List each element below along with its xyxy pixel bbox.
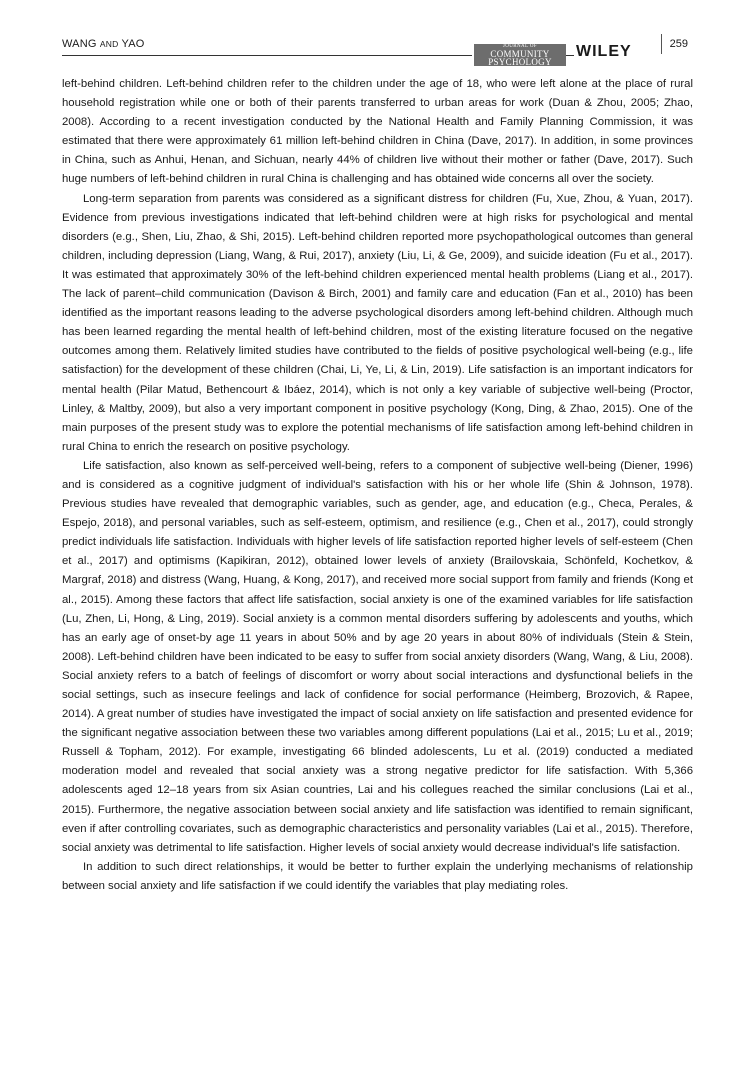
running-head-and: AND xyxy=(99,39,119,49)
article-body xyxy=(62,75,693,896)
paragraph-2: Long-term separation from parents was considered as a significant distress for children (Fu, Xue, Zhou, & Yuan, 2017). Evidence from previous investigations indicated that left-behind children were at high risks for psychological and mental disorders (e.g., Shen, Liu, Zhao, & Shi, 2015). Left-behind children reported more psychopathological outcomes than general children, including depression (Liang, Wang, & Rui, 2017), anxiety (Liu, Li, & Ge, 2009), and suicide ideation (Fu et al., 2017). It was estimated that approximately 30% of the left-behind children experienced mental health problems (Liang et al., 2017). The lack of parent–child communication (Davison & Birch, 2001) and family care and education (Fan et al., 2010) has been identified as the important reasons leading to the adverse psychological disorders among left-behind children. Although much has been learned regarding the mental health of left-behind children, most of the existing literature focused on the negative outcomes among them. Relatively limited studies have contributed to the fields of positive psychological well-being (e.g., life satisfaction) for the development of these children (Chai, Li, Ye, Li, & Lin, 2019). Life satisfaction is an important indicators for mental health (Pilar Matud, Bethencourt & Ibáez, 2014), which is not only a key variable of subjective well-being (Proctor, Linley, & Maltby, 2009), but also a very important component in positive psychology (Kong, Ding, & Zhao, 2015). One of the main purposes of the present study was to explore the potential mechanisms of life satisfaction among left-behind children in rural China to enrich the research on positive psychology. xyxy=(62,192,693,453)
journal-logo-line2: COMMUNITY xyxy=(490,49,550,59)
paragraph-3: Life satisfaction, also known as self-perceived well-being, refers to a component of subjective well-being (Diener, 1996) and is considered as a cognitive judgment of individual's satisfaction with his or her whole life (Shin & Johnson, 1978). Previous studies have revealed that demographic variables, such as gender, age, and education (e.g., Checa, Perales, & Espejo, 2018), and personal variables, such as self-esteem, optimism, and resilience (e.g., Chen et al., 2017), could strongly predict individuals life satisfaction. Individuals with higher levels of life satisfaction reported higher levels of self-esteem (Chen et al., 2017) and optimisms (Kapikiran, 2012), obtained lower levels of anxiety (Brailovskaia, Schönfeld, Kochetkov, & Margraf, 2018) and distress (Wang, Huang, & Kong, 2017), and received more social support from family and friends (Kong et al., 2015). Among these factors that affect life satisfaction, social anxiety is one of the examined variables for life satisfaction (Lu, Zhen, Li, Hong, & Ling, 2019). Social anxiety is a common mental disorders suffering by adolescents and youths, which has an early age of onset-by age 11 years in about 50% and by age 20 years in about 80% of individuals (Stein & Stein, 2008). Left-behind children have been indicated to be easy to suffer from social anxiety disorders (Wang, Wang, & Liu, 2008). Social anxiety refers to a batch of feelings of discomfort or worry about social interactions and dysfunctional beliefs in the social settings, such as insecure feelings and lack of confidence for social performance (Heimberg, Brozovich, & Rapee, 2014). A great number of studies have investigated the impact of social anxiety on life satisfaction and presented evidence for the significant negative association between these two variables among different populations (Lai et al., 2015; Lu et al., 2019; Russell & Topham, 2012). For example, investigating 66 blinded adolescents, Lu et al. (2019) conducted a mediated moderation model and revealed that social anxiety was a strong negative predictor for life satisfaction. With 5,366 adolescents aged 12–18 years from six Asian countries, Lai and his collegues reached the similar conclusions (Lai et al., 2015). Furthermore, the negative association between social anxiety and life satisfaction was identified to remain significant, even if after controlling covariates, such as demographic characteristics and personality variables (Lai et al., 2015). Therefore, social anxiety was detrimental to life satisfaction. Higher levels of social anxiety would decrease individual's life satisfaction. xyxy=(62,459,693,854)
page-number: 259 xyxy=(669,38,688,50)
journal-logo xyxy=(474,44,566,66)
paragraph-4: In addition to such direct relationships, it would be better to further explain the underlying mechanisms of relationship between social anxiety and life satisfaction if we could identify the variables that play mediating roles. xyxy=(62,860,693,892)
page-header xyxy=(62,28,692,68)
journal-logo-line3: PSYCHOLOGY xyxy=(488,57,552,67)
running-head-author-2: YAO xyxy=(121,38,145,50)
publisher-logo: WILEY xyxy=(576,43,632,60)
header-rule-right xyxy=(566,55,574,56)
running-head-author-1: WANG xyxy=(62,38,97,50)
journal-logo-line1: JOURNAL OF xyxy=(502,44,538,49)
paragraph-1: left-behind children. Left-behind children refer to the children under the age of 18, who were left alone at the place of rural household registration while one or both of their parents transferred to urban areas for work (Duan & Zhou, 2005; Zhao, 2008). According to a recent investigation conducted by the National Health and Family Planning Commission, it was estimated that there were approximately 61 million left-behind children in China (Dave, 2017). In addition, in some provinces in China, such as Anhui, Henan, and Sichuan, nearly 44% of children live without their mother or father (Dave, 2017). Such huge numbers of left-behind children in rural China is challenging and has obtained wide concerns all over the society. xyxy=(62,78,693,186)
running-head xyxy=(62,38,145,50)
header-rule-left xyxy=(62,55,472,56)
page-number-separator xyxy=(661,34,662,54)
